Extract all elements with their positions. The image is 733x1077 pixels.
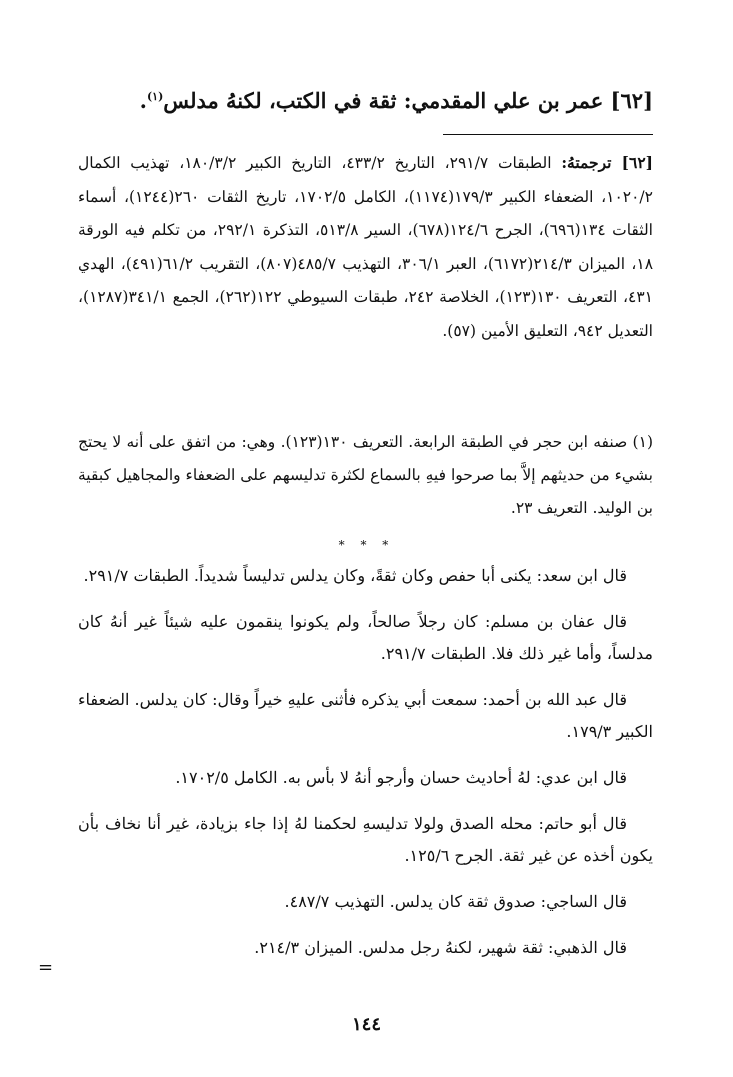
footnote-text: (١) صنفه ابن حجر في الطبقة الرابعة. التعريف ١٣٠(١٢٣). وهي: من اتفق على أنه لا يحتج بشيء من حديثهم إلاَّ بما صرحوا فيهِ بالسماع لكثرة تدليسهم على الضعفاء والمجاهيل كبقية بن الوليد. التعريف ٢٣. (78, 433, 653, 517)
page-number: ١٤٤ (351, 1014, 381, 1035)
biography-sources (78, 146, 653, 348)
quote-text: قال ابن عدي: لهُ أحاديث حسان وأرجو أنهُ لا بأس به. الكامل ١٧٠٢/٥. (175, 768, 627, 787)
quote-item (78, 560, 653, 592)
quote-item (78, 684, 653, 748)
quote-text: قال عفان بن مسلم: كان رجلاً صالحاً، ولم يكونوا ينقمون عليه شيئاً غير أنهُ كان مدلساً، وأما غير ذلك فلا. الطبقات ٢٩١/٧. (78, 612, 653, 663)
entry-heading-end: . (139, 88, 147, 113)
quote-text: قال عبد الله بن أحمد: سمعت أبي يذكره فأثنى عليهِ خيراً وقال: كان يدلس. الضعفاء الكبير ١٧٩/٣. (78, 690, 653, 741)
entry-heading (60, 82, 653, 116)
quote-item (78, 808, 653, 872)
footnote-divider (443, 134, 653, 135)
quote-text: قال الساجي: صدوق ثقة كان يدلس. التهذيب ٤٨٧/٧. (284, 892, 627, 911)
quote-item (78, 606, 653, 670)
footnote (78, 426, 653, 525)
quote-item (78, 762, 653, 794)
quote-item (78, 932, 653, 964)
quote-text: قال ابن سعد: يكنى أبا حفص وكان ثقةً، وكان يدلس تدليساً شديداً. الطبقات ٢٩١/٧. (83, 566, 627, 585)
quote-text: قال أبو حاتم: محله الصدق ولولا تدليسهِ لحكمنا لهُ إذا جاء بزيادة، غير أنا نخاف بأن يكون أخذه عن غير ثقة. الجرح ١٢٥/٦. (78, 814, 653, 865)
continuation-mark: = (38, 957, 54, 978)
quote-text: قال الذهبي: ثقة شهير، لكنهُ رجل مدلس. الميزان ٢١٤/٣. (254, 938, 627, 957)
entry-heading-text: [٦٢] عمر بن علي المقدمي: ثقة في الكتب، لكنهُ مدلس (163, 88, 653, 113)
section-separator: * * * (338, 538, 395, 552)
biography-text: الطبقات ٢٩١/٧، التاريخ ٤٣٣/٢، التاريخ الكبير ١٨٠/٣/٢، تهذيب الكمال ١٠٢٠/٢، الضعفاء الكبير ١٧٩/٣(١١٧٤)، الكامل ١٧٠٢/٥، تاريخ الثقات ٢٦٠(١٢٤٤)، أسماء الثقات ١٣٤(٦٩٦)، الجرح ١٢٤/٦(٦٧٨)، السير ٥١٣/٨، التذكرة ٢٩٢/١، من تكلم فيه الورقة ١٨، الميزان ٢١٤/٣(٦١٧٢)، العبر ٣٠٦/١، التهذيب ٤٨٥/٧(٨٠٧)، التقريب ٦١/٢(٤٩١)، الهدي ٤٣١، التعريف ١٣٠(١٢٣)، الخلاصة ٢٤٢، طبقات السيوطي ١٢٢(٢٦٢)، الجمع ٣٤١/١(١٢٨٧)، التعديل ٩٤٢، التعليق الأمين (٥٧). (78, 154, 654, 340)
quote-item (78, 886, 653, 918)
footnote-reference: (١) (146, 90, 164, 103)
quotes-list (78, 560, 653, 978)
biography-label: [٦٢] ترجمتهُ: (561, 153, 654, 172)
